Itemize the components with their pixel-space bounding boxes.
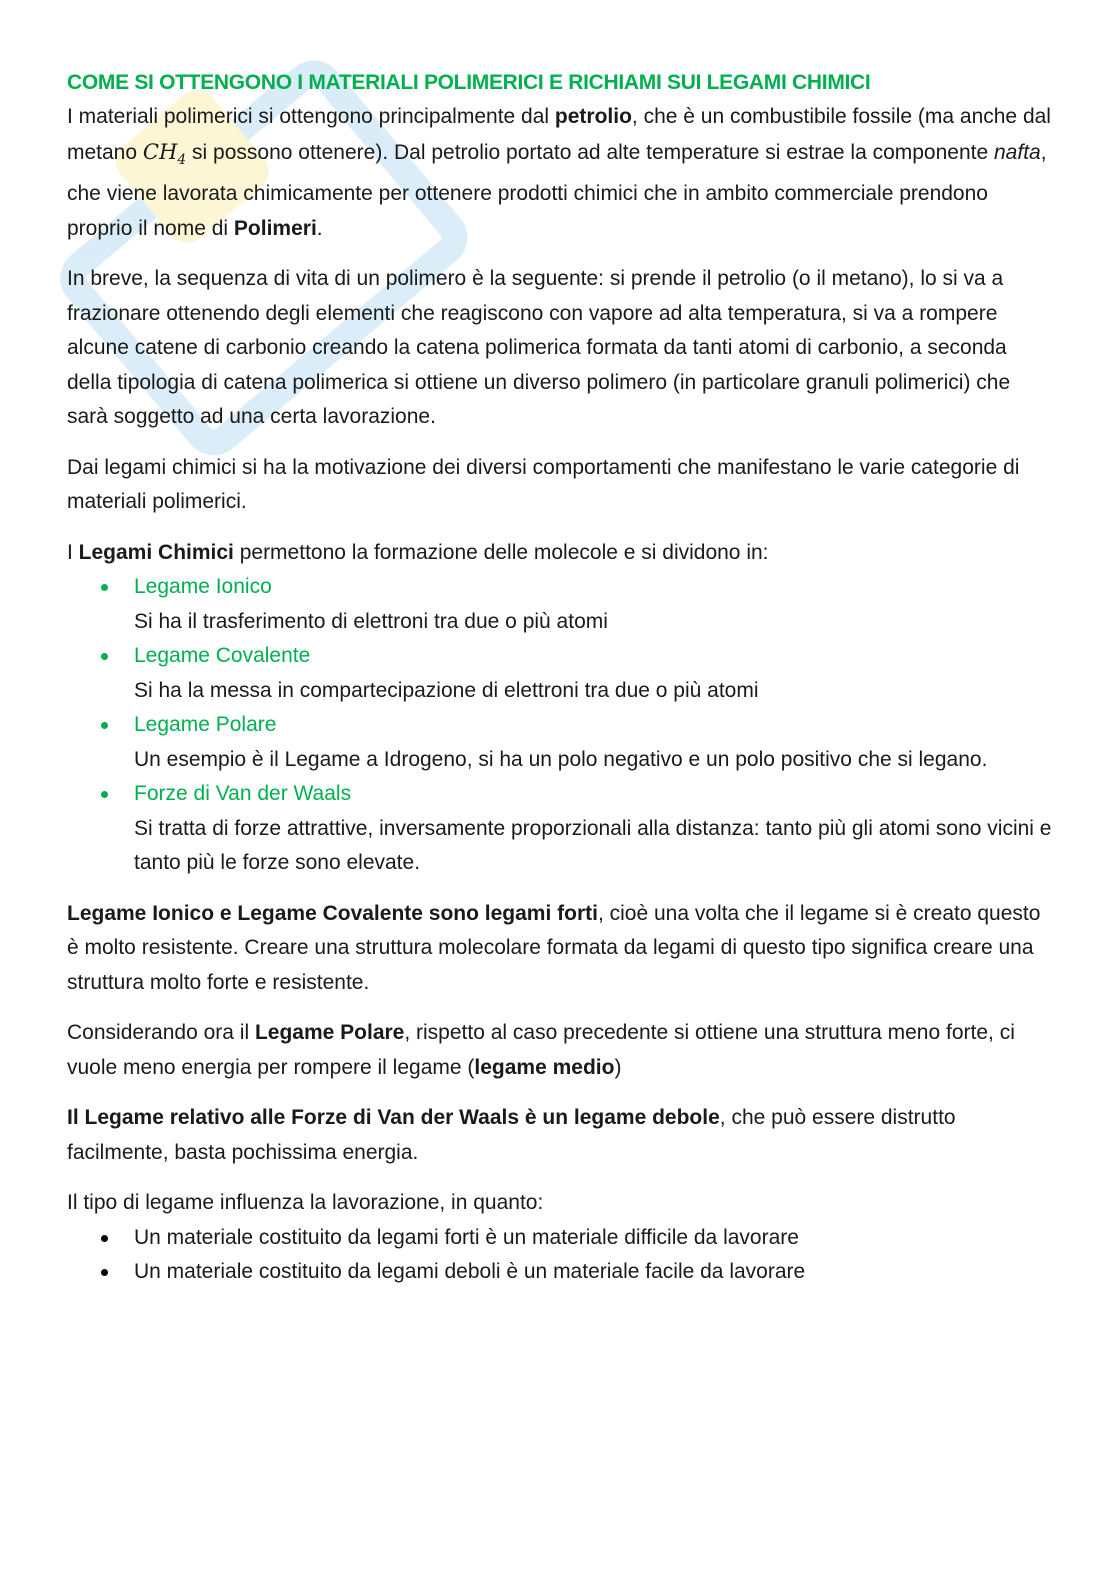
list-item xyxy=(67,708,1052,777)
paragraph-bonds: I Legami Chimici permettono la formazione delle molecole e si dividono in: xyxy=(67,540,769,564)
bond-desc: Si ha il trasferimento di elettroni tra due o più atomi xyxy=(134,609,608,633)
paragraph-polar: Considerando ora il Legame Polare, rispetto al caso precedente si ottiene una struttura meno forte, ci vuole meno energia per rompere il legame (legame medio) xyxy=(67,1021,1015,1079)
document-page xyxy=(67,66,1052,1306)
bond-name: Legame Covalente xyxy=(134,644,311,668)
bold-text: Polimeri xyxy=(233,216,317,240)
bond-desc: Un esempio è il Legame a Idrogeno, si ha un polo negativo e un polo positivo che si legano. xyxy=(134,747,988,771)
list-item xyxy=(67,777,1052,881)
paragraph-bonds-intro: Dai legami chimici si ha la motivazione dei diversi comportamenti che manifestano le varie categorie di materiali polimerici. xyxy=(67,455,1020,514)
paragraph-intro: I materiali polimerici si ottengono principalmente dal petrolio, che è un combustibile fossile (ma anche dal metano $CH_4$ si possono ottenere). Dal petrolio portato ad alte temperature si estrae la componente nafta, che viene lavorata chimicamente per ottenere prodotti chimici che in ambito commerciale prendono proprio il nome di Polimeri. xyxy=(67,105,1051,240)
list-item xyxy=(67,570,1052,639)
text: , che è un combustibile fossile (ma anche dal metano xyxy=(67,105,1051,164)
paragraph-weak: Il Legame relativo alle Forze di Van der Waals è un legame debole, che può essere distrutto facilmente, basta pochissima energia. xyxy=(67,1106,956,1164)
paragraph-sequence: In breve, la sequenza di vita di un polimero è la seguente: si prende il petrolio (o il metano), lo si va a frazionare ottenendo degli elementi che reagiscono con vapore ad alta temperatura, si va a rompere alcune catene di carbonio creando la catena polimerica formata da tanti atomi di carbonio, a seconda della tipologia di catena polimerica si ottiene un diverso polimero (in particolare granuli polimerici) che sarà soggetto ad una certa lavorazione. xyxy=(67,267,1011,429)
list-item xyxy=(67,639,1052,708)
list-item: Un materiale costituito da legami deboli è un materiale facile da lavorare xyxy=(67,1255,1052,1290)
bond-name: Legame Polare xyxy=(134,713,277,737)
text: , che viene lavorata chimicamente per ottenere prodotti chimici che in ambito commerciale prendono proprio il nome di xyxy=(67,140,1047,240)
text: I materiali polimerici si ottengono principalmente dal xyxy=(67,105,555,128)
paragraph-processing: Il tipo di legame influenza la lavorazione, in quanto: xyxy=(67,1191,544,1215)
bond-desc: Si ha la messa in compartecipazione di elettroni tra due o più atomi xyxy=(134,678,759,702)
list-item: Un materiale costituito da legami forti è un materiale difficile da lavorare xyxy=(67,1221,1052,1256)
section-title: COME SI OTTENGONO I MATERIALI POLIMERICI E RICHIAMI SUI LEGAMI CHIMICI xyxy=(67,71,871,94)
bold-text: petrolio xyxy=(554,105,632,128)
bond-name: Legame Ionico xyxy=(134,575,272,599)
bond-name: Forze di Van der Waals xyxy=(134,782,352,806)
formula-ch4: $CH_4$ xyxy=(142,139,187,168)
bond-desc: Si tratta di forze attrattive, inversamente proporzionali alla distanza: tanto più gli atomi sono vicini e tanto più le forze sono elevate. xyxy=(134,816,1052,875)
bond-list xyxy=(67,570,1052,881)
effects-list xyxy=(67,1221,1052,1290)
italic-text: nafta xyxy=(994,140,1041,164)
text: si possono ottenere). Dal petrolio portato ad alte temperature si estrae la componente xyxy=(186,140,994,164)
paragraph-strong-bonds: Legame Ionico e Legame Covalente sono legami forti, cioè una volta che il legame si è creato questo è molto resistente. Creare una struttura molecolare formata da legami di questo tipo significa creare una struttura molto forte e resistente. xyxy=(67,901,1041,994)
